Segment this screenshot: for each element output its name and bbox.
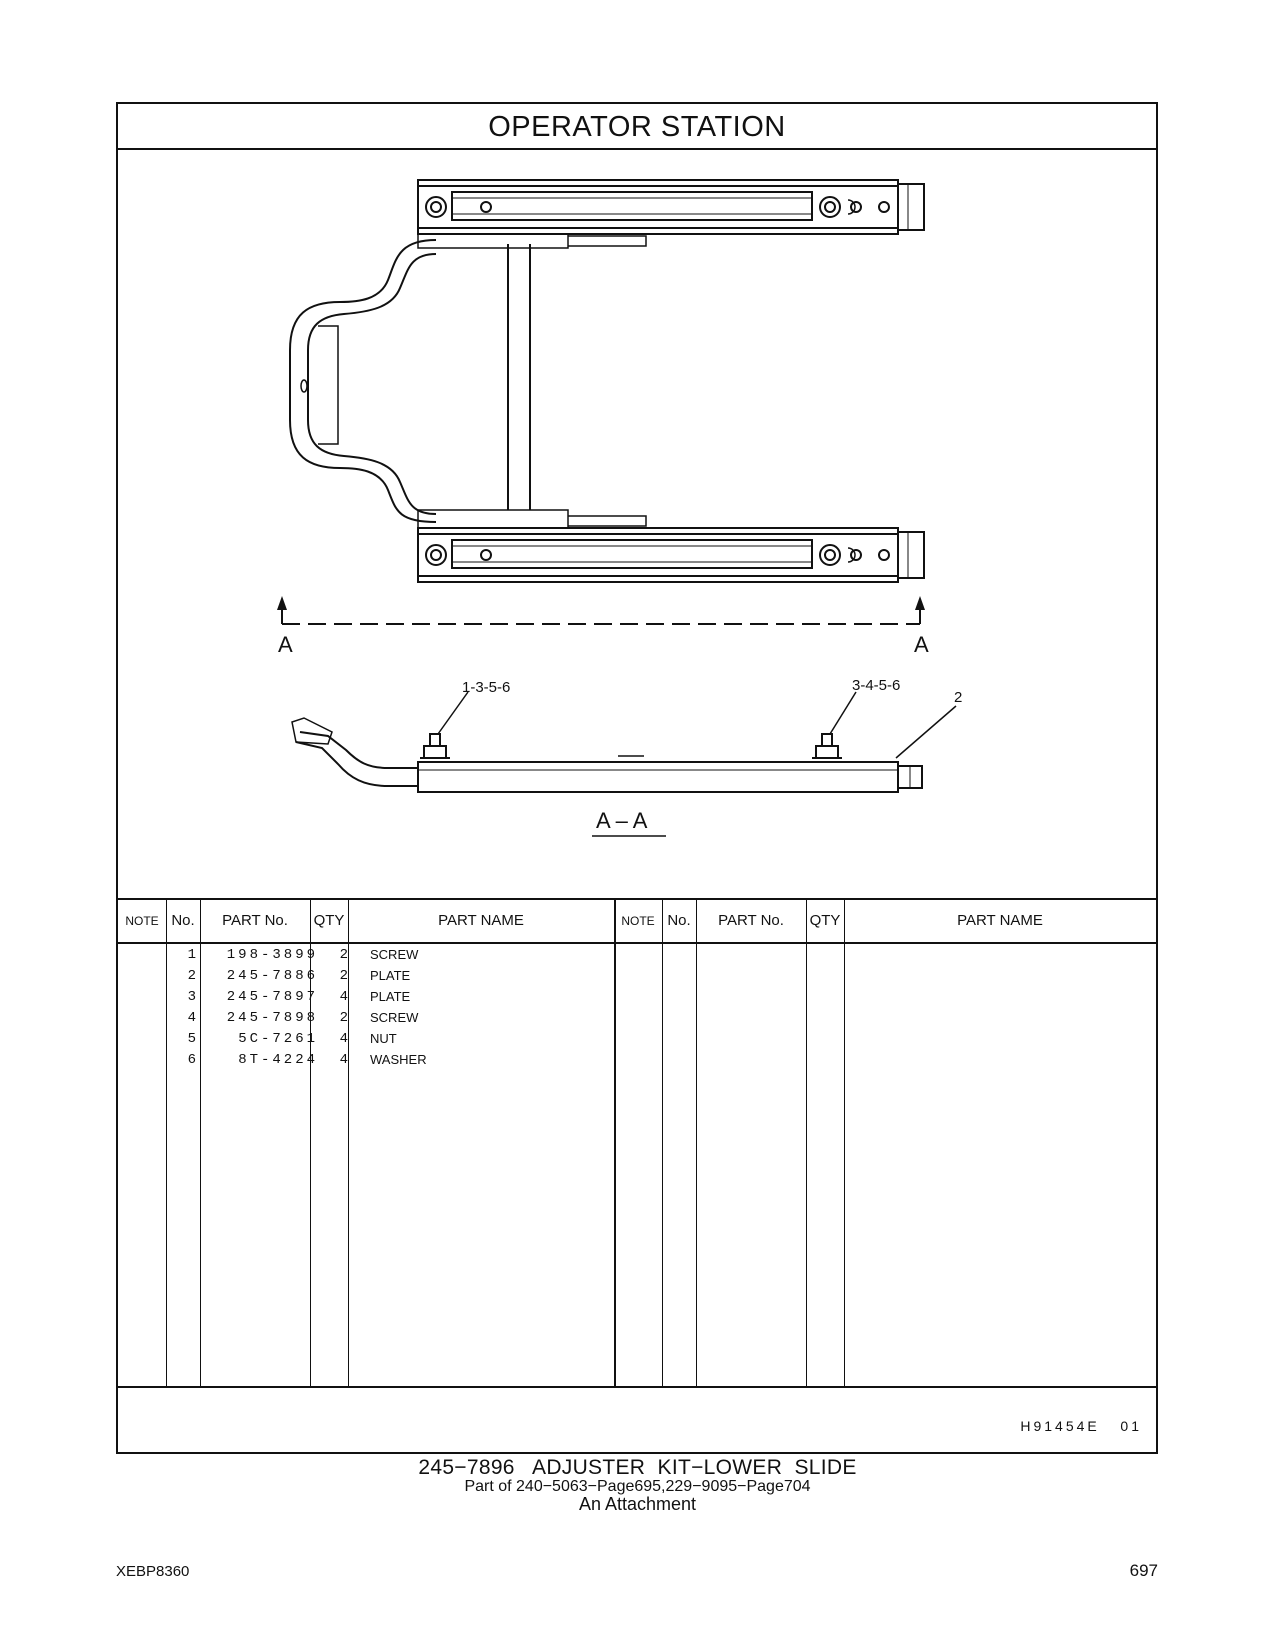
header-partno-right: PART No. — [718, 912, 784, 929]
part-number: 245-7898 — [226, 1010, 318, 1026]
header-partname-left: PART NAME — [438, 912, 524, 929]
part-number: 245-7886 — [226, 968, 318, 984]
section-line — [277, 596, 925, 624]
kit-attachment-note: An Attachment — [578, 1494, 697, 1514]
side-view — [292, 718, 922, 792]
top-view — [290, 180, 924, 582]
part-name: WASHER — [370, 1052, 427, 1067]
header-note-left: NOTE — [125, 914, 159, 928]
table-row — [118, 1049, 638, 1071]
header-partname-right: PART NAME — [957, 912, 1043, 929]
adjuster-kit-drawing — [118, 150, 1156, 898]
part-number-index: 4 — [187, 1010, 196, 1026]
section-title: OPERATOR STATION — [118, 104, 1156, 150]
parts-table-header — [118, 898, 1156, 944]
callout-leaders — [438, 692, 956, 758]
illustration-code: H91454E 01 — [1020, 1418, 1142, 1434]
kit-title: 245−7896 ADJUSTER KIT−LOWER SLIDE — [418, 1456, 857, 1479]
section-marker-left: A — [278, 632, 293, 657]
section-view-label: A – A — [596, 808, 648, 833]
header-qty-right: QTY — [809, 912, 841, 929]
header-no-right: No. — [667, 912, 691, 929]
header-qty-left: QTY — [313, 912, 345, 929]
header-partno-left: PART No. — [222, 912, 288, 929]
part-name: PLATE — [370, 989, 411, 1004]
part-number: 5C-7261 — [238, 1031, 318, 1047]
part-number-index: 3 — [187, 989, 196, 1005]
table-row — [118, 986, 638, 1008]
part-number-index: 5 — [187, 1031, 196, 1047]
part-qty: 4 — [339, 1052, 348, 1068]
part-number: 8T-4224 — [238, 1052, 318, 1068]
section-marker-right: A — [914, 632, 929, 657]
part-qty: 2 — [339, 1010, 348, 1026]
part-qty: 4 — [339, 989, 348, 1005]
illustration-code-box — [118, 1386, 1156, 1452]
table-row — [118, 965, 638, 987]
header-no-left: No. — [171, 912, 195, 929]
kit-parent-reference: Part of 240−5063−Page695,229−9095−Page704 — [464, 1478, 811, 1495]
part-number: 245-7897 — [226, 989, 318, 1005]
callout-1-3-5-6: 1-3-5-6 — [462, 679, 511, 696]
callout-2: 2 — [954, 689, 963, 706]
part-qty: 2 — [339, 947, 348, 963]
page-number: 697 — [1129, 1561, 1158, 1580]
part-name: SCREW — [370, 947, 419, 962]
document-id: XEBP8360 — [116, 1563, 190, 1580]
part-number-index: 6 — [187, 1052, 196, 1068]
part-name: PLATE — [370, 968, 411, 983]
table-row — [118, 1028, 638, 1050]
part-number-index: 2 — [187, 968, 196, 984]
upper-rail — [418, 180, 924, 234]
table-row — [118, 1007, 638, 1029]
part-qty: 2 — [339, 968, 348, 984]
parts-page-frame — [116, 102, 1158, 1454]
exploded-drawing — [118, 150, 1156, 898]
part-number-index: 1 — [187, 947, 196, 963]
header-note-right: NOTE — [621, 914, 655, 928]
part-name: NUT — [370, 1031, 397, 1046]
lower-rail — [418, 528, 924, 582]
part-qty: 4 — [339, 1031, 348, 1047]
table-row — [118, 944, 638, 966]
parts-table-body — [118, 944, 1156, 1386]
part-number: 198-3899 — [226, 947, 318, 963]
part-name: SCREW — [370, 1010, 419, 1025]
callout-3-4-5-6: 3-4-5-6 — [852, 677, 901, 694]
